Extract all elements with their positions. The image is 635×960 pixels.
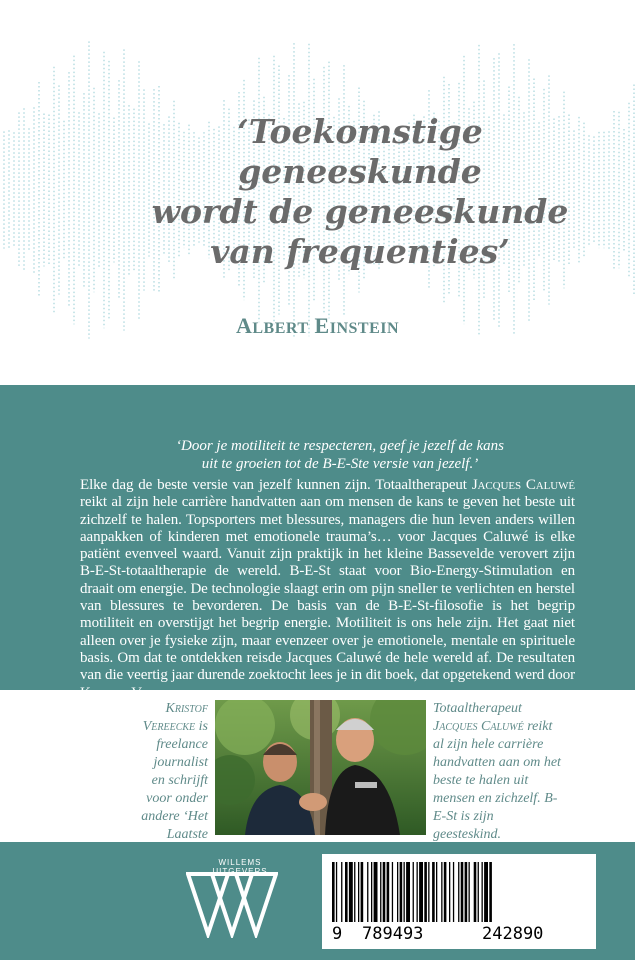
quote-line-2: geneeskunde [238, 152, 482, 191]
caption-left [140, 700, 208, 862]
barcode [322, 854, 596, 949]
quote-section [0, 0, 635, 385]
barcode-group-1: 789493 [362, 924, 424, 944]
caption-right [433, 700, 563, 844]
publisher-section [0, 842, 635, 960]
quote-line-3: wordt de geneeskunde [151, 192, 569, 231]
willems-triangle-logo-icon [186, 870, 278, 938]
caption-right-text-2: reikt al zijn hele carrière handvatten aan om het beste te halen uit mensen en zichzelf. B-E-St is zijn geesteskind. [433, 719, 561, 842]
authors-photo [215, 700, 426, 835]
barcode-digit-first: 9 [332, 924, 343, 944]
quote-author: ALBERT EINSTEIN [235, 313, 400, 338]
caption-left-text: is freelance journalist en schrijft voor onder andere ‘Het Laatste [141, 719, 208, 842]
intro-quote [120, 437, 560, 473]
intro-line-1: ‘Door je motiliteit te respecteren, geef je jezelf de kans [176, 438, 504, 454]
caption-left-name-first: Kristof [165, 701, 208, 716]
quote-line-1: ‘Toekomstige [237, 112, 483, 151]
barcode-group-2: 242890 [482, 924, 544, 944]
quote-line-4: van frequenties’ [210, 232, 510, 271]
publisher-name: WILLEMS UITGEVERS [212, 858, 268, 876]
barcode-bars [332, 862, 586, 922]
caption-right-text-1: Totaaltherapeut [433, 701, 522, 716]
quote-text [150, 112, 570, 272]
description-paragraph: Elke dag de beste versie van jezelf kunnen zijn. Totaaltherapeut Jacques Caluwé reikt al zijn hele carrière handvatten aan om mensen de kans te geven het beste uit zichzelf te halen. Topsporters met blessures, managers die hun leven anders willen aanpakken of kinderen met emotionele trauma’s… voor Jacques Caluwé is elke patiënt evenveel waard. Vanuit zijn praktijk in het kleine Bassevelde verovert zijn B-E-St-totaaltherapie de wereld. B-E-St staat voor Bio-Energy-Stimulation en draait om energie. De technologie slaagt erin om pijn sneller te verlichten en herstel van blessures te bevorderen. De basis van de B-E-St-filosofie is het begrip motiliteit en overstijgt het begrip energie. Motiliteit is ons hele zijn. Het gaat niet alleen over je fysieke zijn, maar evenzeer over je emotionele, mentale en spirituele basis. Om dat te ontdekken reisde Jacques Caluwé de hele wereld af. De resultaten van die veertig jaar durende zoektocht lees je in dit boek, dat opgetekend werd door [80, 477, 575, 702]
caption-right-name: Jacques Caluwé [433, 719, 524, 734]
author-strip [0, 690, 635, 842]
intro-line-2: uit te groeien tot de B-E-Ste versie van jezelf.’ [201, 456, 479, 472]
author-name-jacques: Jacques Caluwé [471, 477, 575, 493]
caption-left-name-last: Vereecke [142, 719, 196, 734]
